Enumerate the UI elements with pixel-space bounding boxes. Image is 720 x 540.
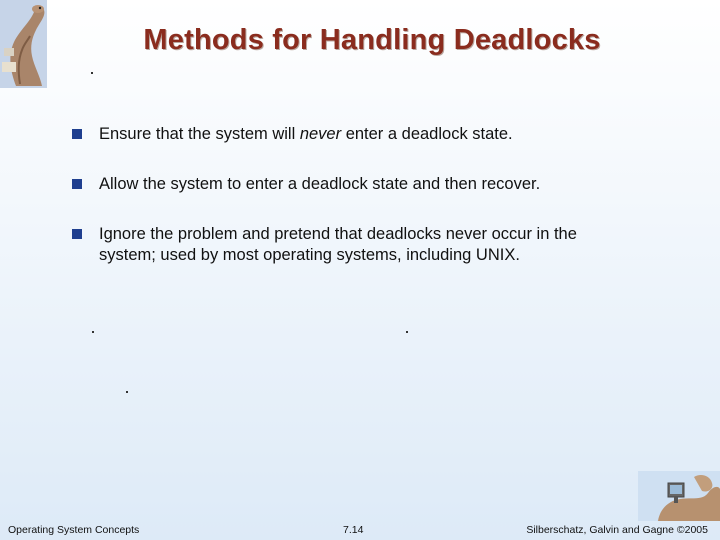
slide-title: Methods for Handling Deadlocks [143,24,601,56]
footer-course-title: Operating System Concepts [8,524,140,536]
footer-slide-number: 7.14 [343,524,364,536]
bullet-marker-icon [72,129,82,139]
stray-dot [92,331,94,333]
stray-dot [91,72,93,74]
stray-dot [406,331,408,333]
bullet-text: Allow the system to enter a deadlock state and then recover. [99,175,541,193]
bullet-list [72,124,632,295]
bullet-text-after: enter a deadlock state. [341,125,513,143]
bullet-text: Ignore the problem and pretend that deadlocks never occur in the system; used by most operating systems, including UNIX. [99,225,577,264]
bullet-marker-icon [72,179,82,189]
bullet-emphasis: never [299,125,342,143]
stray-dot [126,391,128,393]
footer-copyright: Silberschatz, Galvin and Gagne ©2005 [526,524,708,536]
dinosaur-computer-illustration [638,471,720,521]
bullet-text-before: Ensure that the system will [99,125,300,143]
bullet-item [72,174,632,195]
bullet-item [72,124,632,145]
bullet-item [72,224,632,266]
bullet-marker-icon [72,229,82,239]
